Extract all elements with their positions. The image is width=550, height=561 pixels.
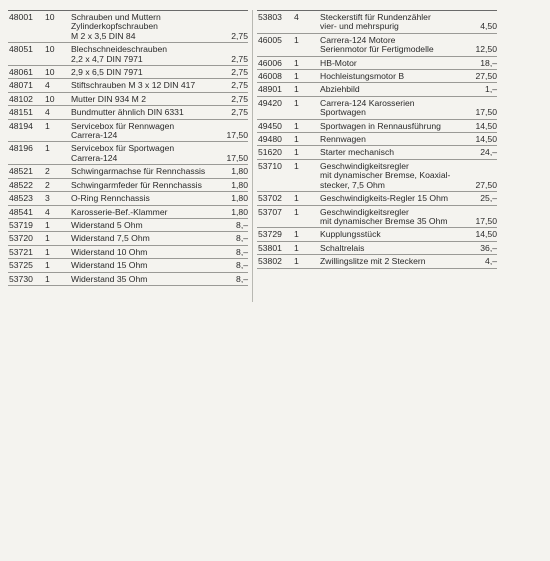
part-row <box>257 133 497 146</box>
part-row <box>8 120 248 143</box>
description: Zwillingslitze mit 2 Steckern <box>320 256 426 267</box>
price: 2,75 <box>231 30 248 41</box>
part-row <box>257 97 497 120</box>
quantity: 1 <box>45 246 50 257</box>
part-number: 46008 <box>258 71 282 82</box>
quantity: 4 <box>45 80 50 91</box>
part-row <box>257 83 497 96</box>
quantity: 1 <box>294 84 299 95</box>
price: 2,75 <box>231 80 248 91</box>
price: 1,80 <box>231 206 248 217</box>
part-row <box>257 206 497 229</box>
part-number: 48151 <box>9 107 33 118</box>
part-row <box>8 232 248 245</box>
part-number: 53803 <box>258 12 282 22</box>
quantity: 1 <box>294 256 299 267</box>
part-number: 53725 <box>9 260 33 271</box>
quantity: 10 <box>45 12 55 22</box>
quantity: 1 <box>294 120 299 131</box>
part-row <box>8 11 248 43</box>
part-row <box>257 57 497 70</box>
part-number: 53707 <box>258 206 282 217</box>
part-number: 53721 <box>9 246 33 257</box>
description: Schwingarmfeder für Rennchassis <box>71 179 202 190</box>
description: Kupplungsstück <box>320 229 381 240</box>
quantity: 1 <box>45 273 50 284</box>
part-row <box>257 70 497 83</box>
part-number: 53729 <box>258 229 282 240</box>
quantity: 1 <box>294 147 299 158</box>
quantity: 3 <box>45 193 50 204</box>
price: 27,50 <box>475 71 497 82</box>
price: 1,80 <box>231 166 248 177</box>
quantity: 1 <box>45 120 50 131</box>
quantity: 4 <box>45 206 50 217</box>
price: 14,50 <box>475 134 497 145</box>
quantity: 1 <box>45 143 50 154</box>
description: Carrera-124 Motore Serienmotor für Fertigmodelle <box>320 34 434 55</box>
quantity: 1 <box>294 206 299 217</box>
quantity: 1 <box>294 34 299 45</box>
parts-list-right-column <box>257 10 497 269</box>
description: Steckerstift für Rundenzähler vier- und mehrspurig <box>320 12 431 32</box>
price: 1,– <box>485 84 497 95</box>
description: Widerstand 15 Ohm <box>71 260 148 271</box>
description: Schaltrelais <box>320 242 365 253</box>
parts-list-left-column <box>8 10 248 286</box>
part-number: 53802 <box>258 256 282 267</box>
part-row <box>8 93 248 106</box>
part-row <box>8 219 248 232</box>
description: Schrauben und Muttern Zylinderkopfschrauben M 2 x 3,5 DIN 84 <box>71 12 161 41</box>
description: Karosserie-Bef.-Klammer <box>71 206 168 217</box>
price: 8,– <box>236 273 248 284</box>
part-row <box>257 146 497 159</box>
description: Stiftschrauben M 3 x 12 DIN 417 <box>71 80 196 91</box>
part-row <box>8 43 248 66</box>
description: Widerstand 35 Ohm <box>71 273 148 284</box>
price: 2,75 <box>231 53 248 64</box>
description: O-Ring Rennchassis <box>71 193 150 204</box>
part-row <box>257 34 497 57</box>
quantity: 10 <box>45 67 55 78</box>
description: Geschwindigkeitsregler mit dynamischer Bremse 35 Ohm <box>320 206 448 226</box>
quantity: 4 <box>294 12 299 22</box>
part-row <box>8 79 248 92</box>
price: 17,50 <box>475 107 497 118</box>
quantity: 1 <box>294 160 299 171</box>
quantity: 1 <box>294 134 299 145</box>
part-number: 49480 <box>258 134 282 145</box>
price: 8,– <box>236 246 248 257</box>
part-row <box>8 179 248 192</box>
part-number: 48001 <box>9 12 33 22</box>
price: 17,50 <box>226 152 248 163</box>
part-number: 48521 <box>9 166 33 177</box>
price: 2,75 <box>231 67 248 78</box>
price: 18,– <box>480 57 497 68</box>
price: 1,80 <box>231 179 248 190</box>
part-number: 46006 <box>258 57 282 68</box>
description: Hochleistungsmotor B <box>320 71 405 82</box>
description: Geschwindigkeits-Regler 15 Ohm <box>320 193 449 204</box>
part-row <box>8 259 248 272</box>
part-number: 48061 <box>9 67 33 78</box>
price: 1,80 <box>231 193 248 204</box>
price: 24,– <box>480 147 497 158</box>
part-number: 48102 <box>9 93 33 104</box>
part-number: 51620 <box>258 147 282 158</box>
price: 4,50 <box>480 21 497 32</box>
price: 2,75 <box>231 93 248 104</box>
part-number: 53720 <box>9 233 33 244</box>
part-row <box>257 242 497 255</box>
part-number: 53801 <box>258 242 282 253</box>
quantity: 1 <box>45 219 50 230</box>
price: 8,– <box>236 219 248 230</box>
part-number: 53710 <box>258 160 282 171</box>
part-number: 48541 <box>9 206 33 217</box>
part-row <box>8 142 248 165</box>
quantity: 1 <box>294 193 299 204</box>
part-number: 53719 <box>9 219 33 230</box>
part-row <box>257 192 497 205</box>
part-row <box>8 206 248 219</box>
part-row <box>8 165 248 178</box>
quantity: 1 <box>294 57 299 68</box>
part-row <box>257 11 497 34</box>
part-number: 46005 <box>258 34 282 45</box>
price: 2,75 <box>231 107 248 118</box>
quantity: 1 <box>45 260 50 271</box>
part-row <box>257 228 497 241</box>
price: 27,50 <box>475 179 497 190</box>
part-row <box>8 106 248 119</box>
description: Servicebox für Sportwagen Carrera-124 <box>71 143 175 163</box>
price: 4,– <box>485 256 497 267</box>
column-divider <box>252 10 253 302</box>
part-row <box>8 246 248 259</box>
quantity: 1 <box>294 97 299 108</box>
price: 8,– <box>236 260 248 271</box>
part-row <box>257 160 497 192</box>
price: 25,– <box>480 193 497 204</box>
part-number: 48194 <box>9 120 33 131</box>
description: Schwingarmachse für Rennchassis <box>71 166 206 177</box>
description: Widerstand 7,5 Ohm <box>71 233 150 244</box>
quantity: 1 <box>294 229 299 240</box>
part-row <box>257 120 497 133</box>
part-row <box>8 192 248 205</box>
part-number: 49450 <box>258 120 282 131</box>
quantity: 1 <box>294 242 299 253</box>
quantity: 10 <box>45 44 55 55</box>
quantity: 1 <box>294 71 299 82</box>
description: Blechschneideschrauben 2,2 x 4,7 DIN 7971 <box>71 44 168 64</box>
part-row <box>8 66 248 79</box>
part-number: 49420 <box>258 97 282 108</box>
price: 14,50 <box>475 120 497 131</box>
description: 2,9 x 6,5 DIN 7971 <box>71 67 143 78</box>
description: Rennwagen <box>320 134 366 145</box>
description: Bundmutter ähnlich DIN 6331 <box>71 107 184 118</box>
part-number: 48196 <box>9 143 33 154</box>
description: Mutter DIN 934 M 2 <box>71 93 146 104</box>
price: 12,50 <box>475 44 497 55</box>
part-number: 48051 <box>9 44 33 55</box>
part-row <box>257 255 497 268</box>
description: Sportwagen in Rennausführung <box>320 120 441 131</box>
part-number: 53730 <box>9 273 33 284</box>
description: Servicebox für Rennwagen Carrera-124 <box>71 120 175 141</box>
price: 17,50 <box>475 215 497 226</box>
description: Widerstand 10 Ohm <box>71 246 148 257</box>
description: Starter mechanisch <box>320 147 395 158</box>
quantity: 2 <box>45 179 50 190</box>
part-number: 48901 <box>258 84 282 95</box>
part-row <box>8 273 248 286</box>
description: HB-Motor <box>320 57 357 68</box>
description: Widerstand 5 Ohm <box>71 219 143 230</box>
part-number: 48071 <box>9 80 33 91</box>
quantity: 2 <box>45 166 50 177</box>
part-number: 48522 <box>9 179 33 190</box>
quantity: 1 <box>45 233 50 244</box>
price: 17,50 <box>226 130 248 141</box>
part-number: 53702 <box>258 193 282 204</box>
description: Carrera-124 Karosserien Sportwagen <box>320 97 415 118</box>
description: Abziehbild <box>320 84 360 95</box>
price: 14,50 <box>475 229 497 240</box>
description: Geschwindigkeitsregler mit dynamischer Bremse, Koaxial- stecker, 7,5 Ohm <box>320 160 451 190</box>
quantity: 10 <box>45 93 55 104</box>
part-number: 48523 <box>9 193 33 204</box>
quantity: 4 <box>45 107 50 118</box>
price: 36,– <box>480 242 497 253</box>
price: 8,– <box>236 233 248 244</box>
